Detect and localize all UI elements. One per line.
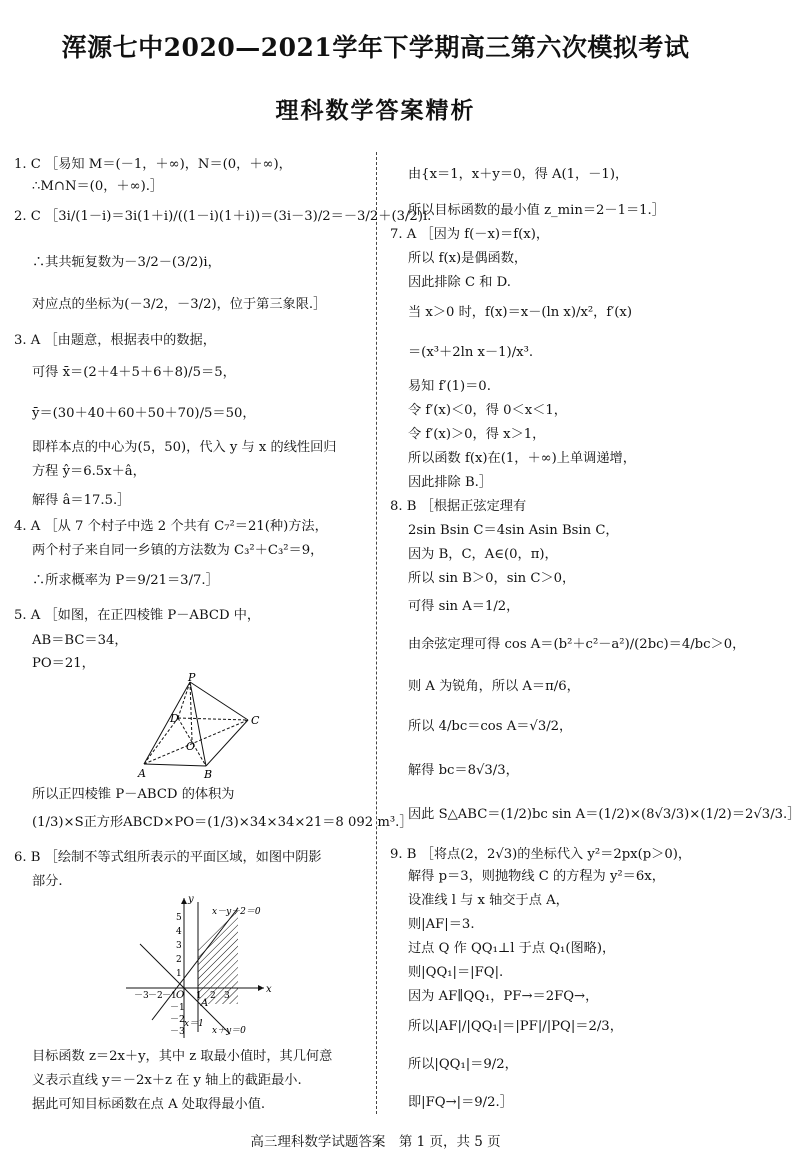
text-line: 所以正四棱锥 P－ABCD 的体积为 — [32, 787, 235, 802]
text-line: 部分. — [32, 874, 63, 889]
pyramid-label: C — [251, 714, 260, 727]
tick-label: 4 — [176, 927, 182, 937]
pyramid-label: O — [186, 740, 196, 753]
axis-label-y: y — [188, 894, 194, 905]
text-line: 因为 AF∥QQ₁，PF→＝2FQ→， — [408, 989, 599, 1004]
text-line: 所以函数 f(x)在(1，＋∞)上单调递增， — [408, 451, 636, 466]
line-label: x－y＋2＝0 — [212, 907, 261, 917]
text-line: 目标函数 z＝2x＋y，其中 z 取最小值时，其几何意 — [32, 1049, 333, 1064]
text-line: 所以|QQ₁|＝9/2， — [408, 1057, 518, 1072]
tick-label: 5 — [176, 913, 182, 923]
text-line: 据此可知目标函数在点 A 处取得最小值. — [32, 1097, 266, 1112]
text-line: 义表示直线 y＝－2x＋z 在 y 轴上的截距最小. — [32, 1073, 302, 1088]
tick-label: 3 — [224, 991, 230, 1001]
text-line: 过点 Q 作 QQ₁⊥l 于点 Q₁(图略)， — [408, 941, 616, 956]
pyramid-label: D — [170, 712, 179, 725]
text-line: 4. A ［从 7 个村子中选 2 个共有 C₇²＝21(种)方法， — [14, 519, 328, 534]
text-line: 设准线 l 与 x 轴交于点 A， — [408, 893, 569, 908]
text-line: 8. B ［根据正弦定理有 — [390, 499, 527, 514]
text-line: 6. B ［绘制不等式组所表示的平面区域，如图中阴影 — [14, 850, 322, 865]
text-line: (1/3)×S正方形ABCD×PO＝(1/3)×34×34×21＝8 092 m³.］ — [32, 815, 413, 830]
text-line: 当 x＞0 时，f(x)＝x－(ln x)/x²，f′(x) — [408, 305, 632, 320]
text-line: 所以目标函数的最小值 z_min＝2－1＝1.］ — [408, 203, 665, 218]
tick-label: －3 — [170, 1027, 185, 1037]
text-line: ∴所求概率为 P＝9/21＝3/7.］ — [32, 573, 219, 588]
text-line: 3. A ［由题意，根据表中的数据， — [14, 333, 216, 348]
point-a-label: A — [201, 998, 209, 1009]
pyramid-label: P — [188, 671, 196, 684]
text-line: 则|QQ₁|＝|FQ|. — [408, 965, 504, 980]
text-line: 可得 x̄＝(2＋4＋5＋6＋8)/5＝5， — [32, 365, 236, 380]
tick-label: －3 — [134, 991, 149, 1001]
text-line: PO＝21， — [32, 656, 95, 671]
document-title: 浑源七中2020—2021学年下学期高三第六次模拟考试 — [61, 33, 690, 62]
origin-label: O — [176, 990, 185, 1001]
text-line: 对应点的坐标为(－3/2，－3/2)，位于第三象限.］ — [32, 297, 327, 312]
text-line: 2sin Bsin C＝4sin Asin Bsin C， — [408, 523, 619, 538]
text-line: ＝(x³＋2ln x－1)/x³. — [408, 345, 534, 360]
text-line: 则 A 为锐角，所以 A＝π/6， — [408, 679, 580, 694]
text-line: 令 f′(x)＞0，得 x＞1， — [408, 427, 546, 442]
text-line: 令 f′(x)＜0，得 0＜x＜1， — [408, 403, 567, 418]
text-line: 解得 â＝17.5.］ — [32, 493, 131, 508]
text-line: ȳ＝(30＋40＋60＋50＋70)/5＝50， — [32, 406, 256, 421]
column-divider — [376, 152, 377, 1114]
text-line: 由余弦定理可得 cos A＝(b²＋c²－a²)/(2bc)＝4/bc＞0， — [408, 637, 746, 652]
tick-label: －2 — [148, 991, 163, 1001]
text-line: 5. A ［如图，在正四棱锥 P－ABCD 中， — [14, 608, 261, 623]
tick-label: －2 — [170, 1015, 185, 1025]
text-line: 即|FQ→|＝9/2.］ — [408, 1095, 513, 1110]
region-graph — [122, 892, 272, 1044]
text-line: ∴其共轭复数为－3/2－(3/2)i， — [32, 255, 221, 270]
axis-label-x: x — [266, 984, 272, 995]
pyramid-label: B — [204, 768, 213, 781]
pyramid-figure — [136, 671, 266, 781]
tick-label: －1 — [162, 991, 177, 1001]
text-line: 所以|AF|/|QQ₁|＝|PF|/|PQ|＝2/3， — [408, 1019, 623, 1034]
text-line: 因此排除 B.］ — [408, 475, 493, 490]
text-line: 因此排除 C 和 D. — [408, 275, 511, 290]
text-line: 7. A ［因为 f(－x)＝f(x)， — [390, 227, 550, 242]
tick-label: 2 — [176, 955, 182, 965]
text-line: 所以 sin B＞0，sin C＞0， — [408, 571, 576, 586]
pyramid-label: A — [138, 767, 146, 780]
tick-label: 1 — [176, 969, 182, 979]
line-label: x＝1 — [184, 1019, 204, 1029]
text-line: 因为 B，C，A∈(0，π)， — [408, 547, 558, 562]
text-line: 所以 f(x)是偶函数， — [408, 251, 528, 266]
text-line: ∴M∩N＝(0，＋∞).］ — [32, 179, 164, 194]
text-line: 1. C ［易知 M＝(－1，＋∞)，N＝(0，＋∞)， — [14, 157, 292, 172]
text-line: 9. B ［将点(2，2√3)的坐标代入 y²＝2px(p＞0)， — [390, 847, 692, 862]
text-line: 解得 bc＝8√3/3， — [408, 763, 519, 778]
line-label: x＋y＝0 — [212, 1026, 246, 1036]
tick-label: 3 — [176, 941, 182, 951]
text-line: 解得 p＝3，则抛物线 C 的方程为 y²＝6x， — [408, 869, 665, 884]
tick-label: 1 — [196, 991, 202, 1001]
text-line: 2. C ［3i/(1－i)＝3i(1＋i)/((1－i)(1＋i))＝(3i－3)/2＝－3/2＋(3/2)i. — [14, 209, 432, 224]
text-line: 所以 4/bc＝cos A＝√3/2， — [408, 719, 573, 734]
text-line: 因此 S△ABC＝(1/2)bc sin A＝(1/2)×(8√3/3)×(1/2)＝2√3/3.］ — [408, 807, 800, 822]
text-line: 可得 sin A＝1/2， — [408, 599, 520, 614]
page-footer: 高三理科数学试题答案 第 1 页，共 5 页 — [250, 1134, 501, 1150]
text-line: 方程 ŷ＝6.5x＋â， — [32, 464, 146, 479]
text-line: AB＝BC＝34， — [32, 633, 128, 648]
text-line: 两个村子来自同一乡镇的方法数为 C₃²＋C₃²＝9， — [32, 543, 324, 558]
text-line: 即样本点的中心为(5，50)，代入 y 与 x 的线性回归 — [32, 440, 337, 455]
text-line: 则|AF|＝3. — [408, 917, 475, 932]
text-line: 易知 f′(1)＝0. — [408, 379, 491, 394]
tick-label: 2 — [210, 991, 216, 1001]
tick-label: －1 — [170, 1003, 185, 1013]
document-subtitle: 理科数学答案精析 — [275, 97, 476, 124]
text-line: 由{x＝1，x＋y＝0，得 A(1，－1)， — [408, 167, 629, 182]
